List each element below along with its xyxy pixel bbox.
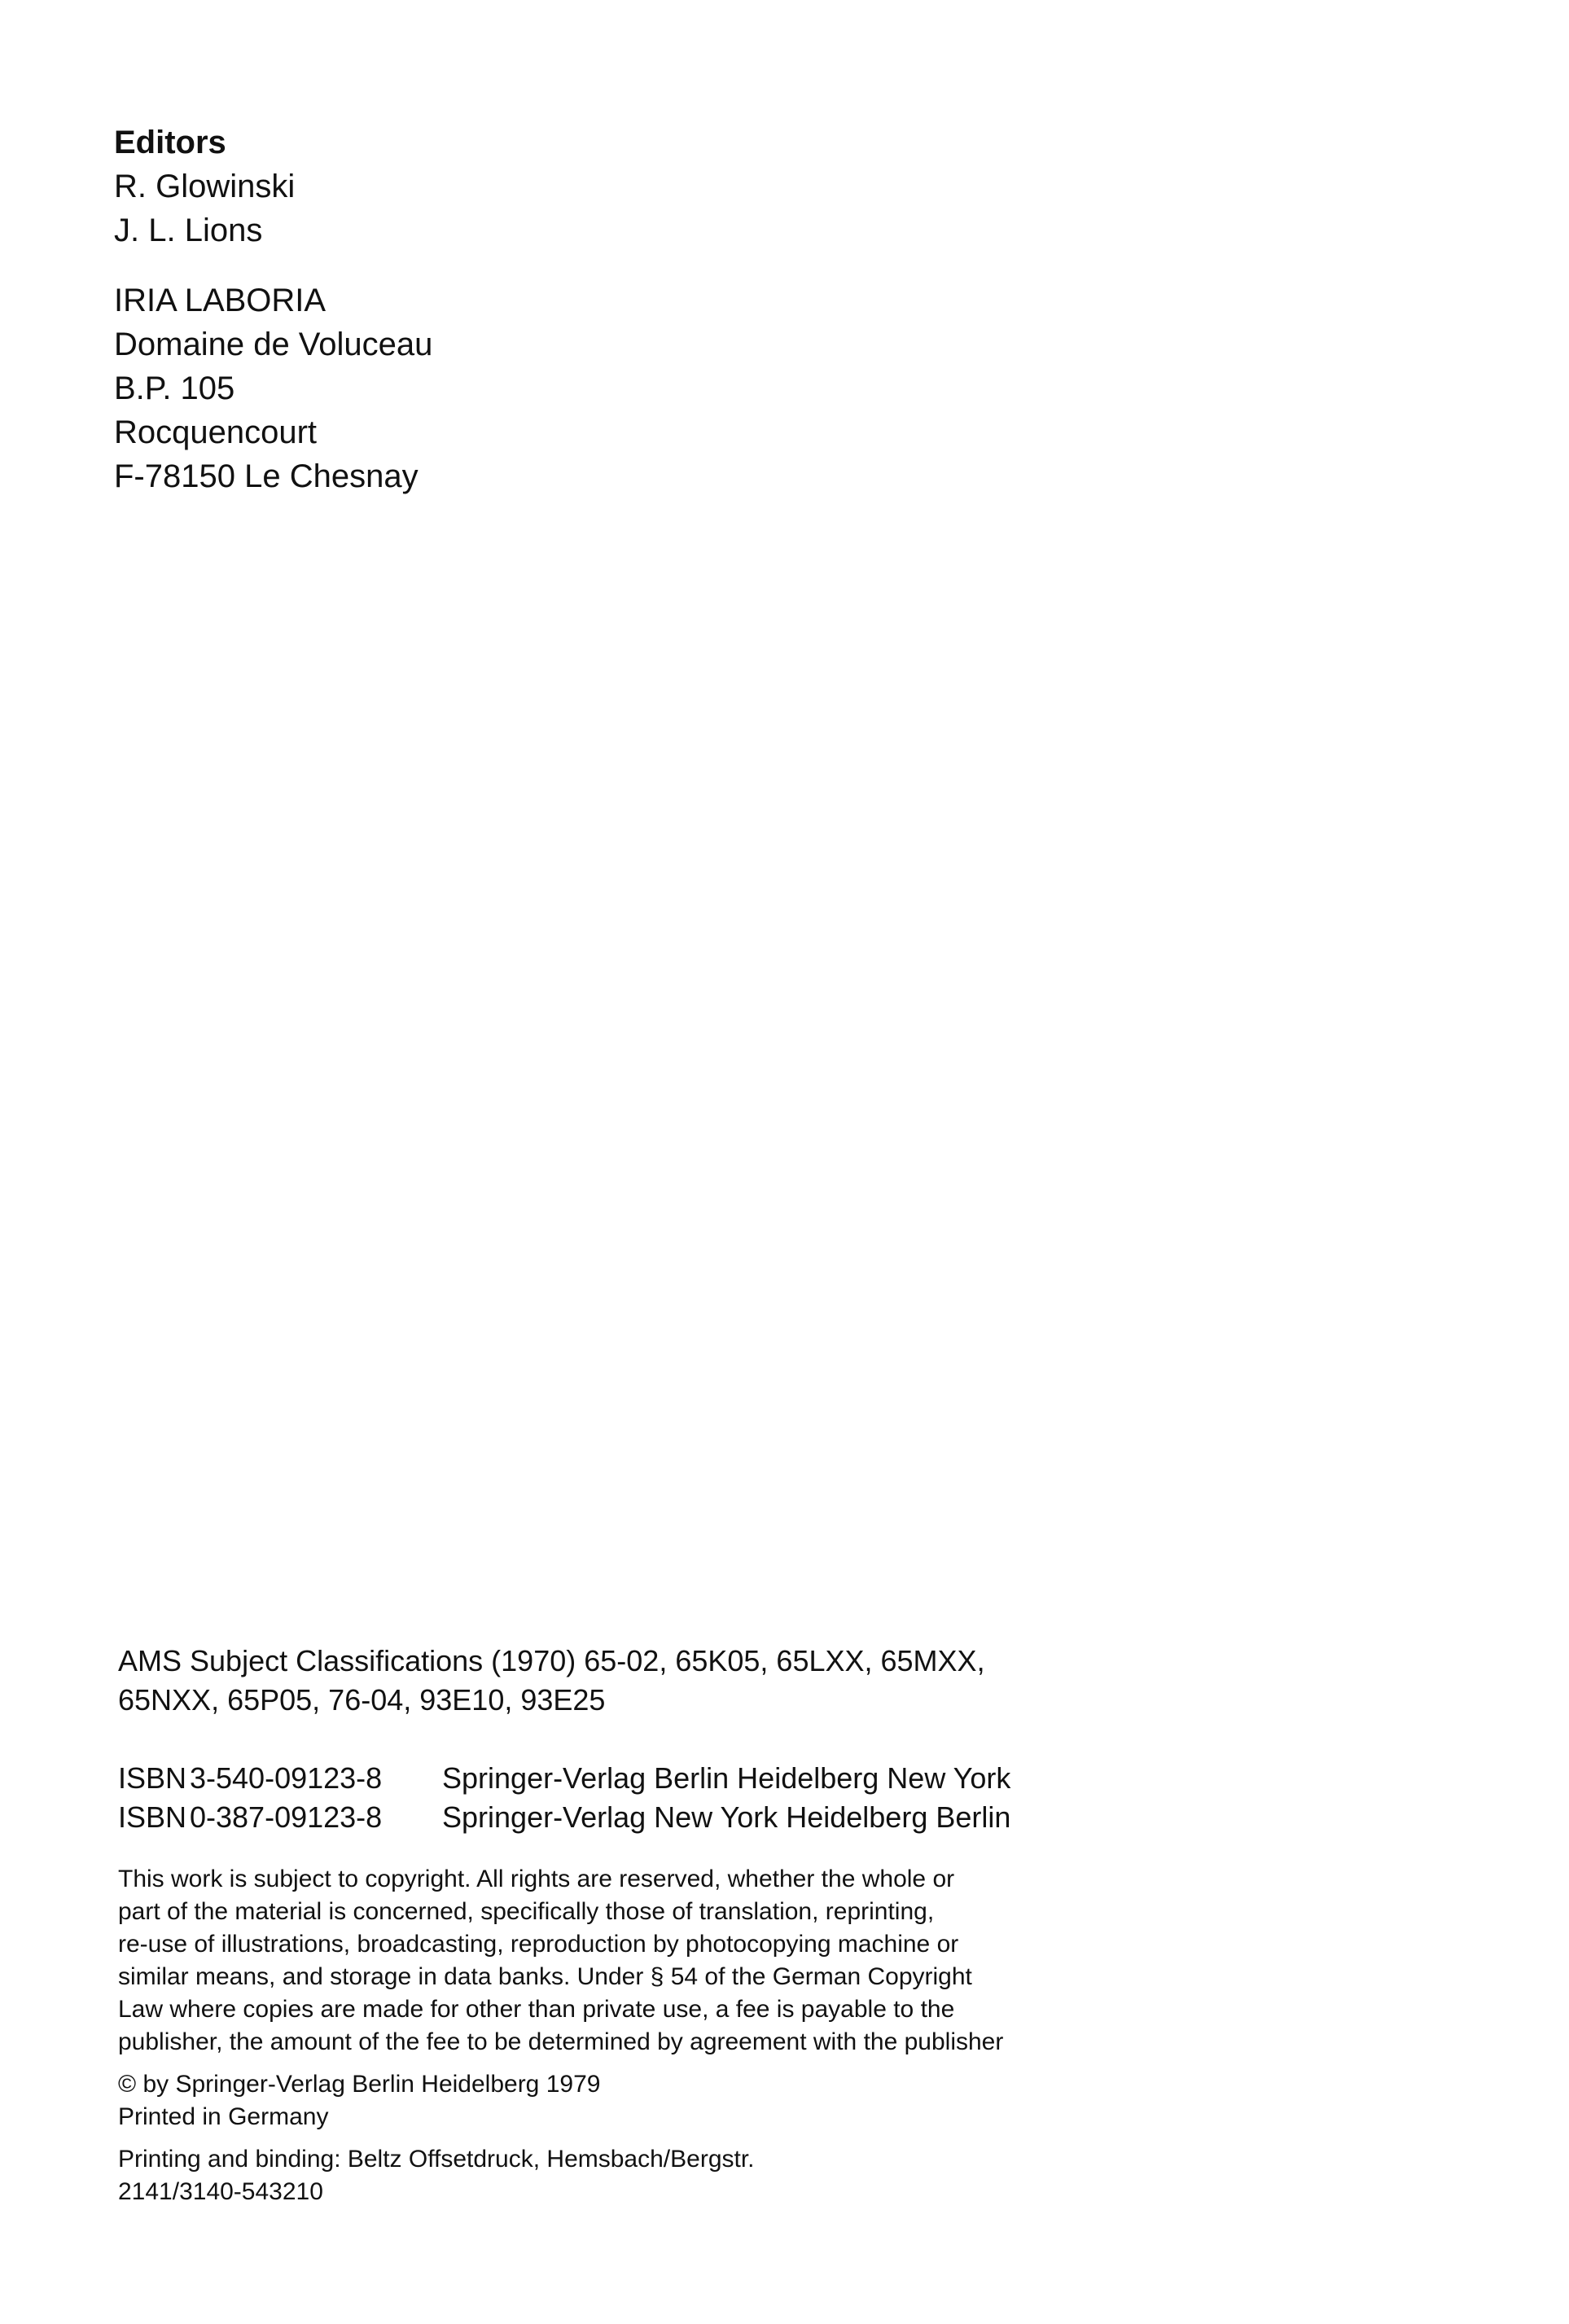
editor-name: J. L. Lions [114, 213, 263, 248]
editors-heading: Editors [114, 125, 226, 160]
address-line: IRIA LABORIA [114, 283, 327, 318]
copyright-holder: © by Springer-Verlag Berlin Heidelberg 1979 [118, 2071, 601, 2098]
copyright-line: This work is subject to copyright. All rights are reserved, whether the whole or [118, 1866, 955, 1892]
isbn-row [118, 1759, 1177, 1798]
copyright-line: re-use of illustrations, broadcasting, reproduction by photocopying machine or [118, 1931, 959, 1958]
address-line: F-78150 Le Chesnay [114, 458, 419, 494]
isbn-number: 3-540-09123-8 [190, 1761, 383, 1795]
isbn-publisher: Springer-Verlag New York Heidelberg Berlin [442, 1800, 1011, 1834]
print-code: 2141/3140-543210 [118, 2178, 323, 2205]
printing-binding: Printing and binding: Beltz Offsetdruck, Hemsbach/Bergstr. [118, 2146, 755, 2173]
copyright-line: similar means, and storage in data banks. Under § 54 of the German Copyright [118, 1963, 972, 1990]
printed-in: Printed in Germany [118, 2103, 329, 2130]
isbn-row [118, 1798, 1177, 1837]
copyright-statement [118, 1863, 1144, 2059]
copyright-line: part of the material is concerned, specifically those of translation, reprinting, [118, 1898, 935, 1925]
isbn-list [118, 1759, 1177, 1837]
ams-line: AMS Subject Classifications (1970) 65-02, 65K05, 65LXX, 65MXX, [118, 1644, 985, 1677]
ams-classification [118, 1642, 1177, 1720]
isbn-publisher: Springer-Verlag Berlin Heidelberg New York [442, 1761, 1011, 1795]
editor-address [114, 278, 847, 498]
copyright-line: Law where copies are made for other than private use, a fee is payable to the [118, 1996, 955, 2023]
isbn-number: 0-387-09123-8 [190, 1800, 383, 1834]
copyright-line: publisher, the amount of the fee to be determined by agreement with the publisher [118, 2028, 1004, 2055]
editor-name: R. Glowinski [114, 169, 296, 204]
address-line: Domaine de Voluceau [114, 327, 433, 362]
editors-block [114, 121, 847, 498]
isbn-label: ISBN [118, 1800, 187, 1834]
imprint-block [118, 1642, 1177, 2208]
address-line: B.P. 105 [114, 371, 235, 406]
isbn-label: ISBN [118, 1761, 187, 1795]
copyright-notice [118, 2068, 1177, 2133]
ams-line: 65NXX, 65P05, 76-04, 93E10, 93E25 [118, 1683, 606, 1717]
printing-info [118, 2143, 1177, 2208]
address-line: Rocquencourt [114, 414, 318, 450]
